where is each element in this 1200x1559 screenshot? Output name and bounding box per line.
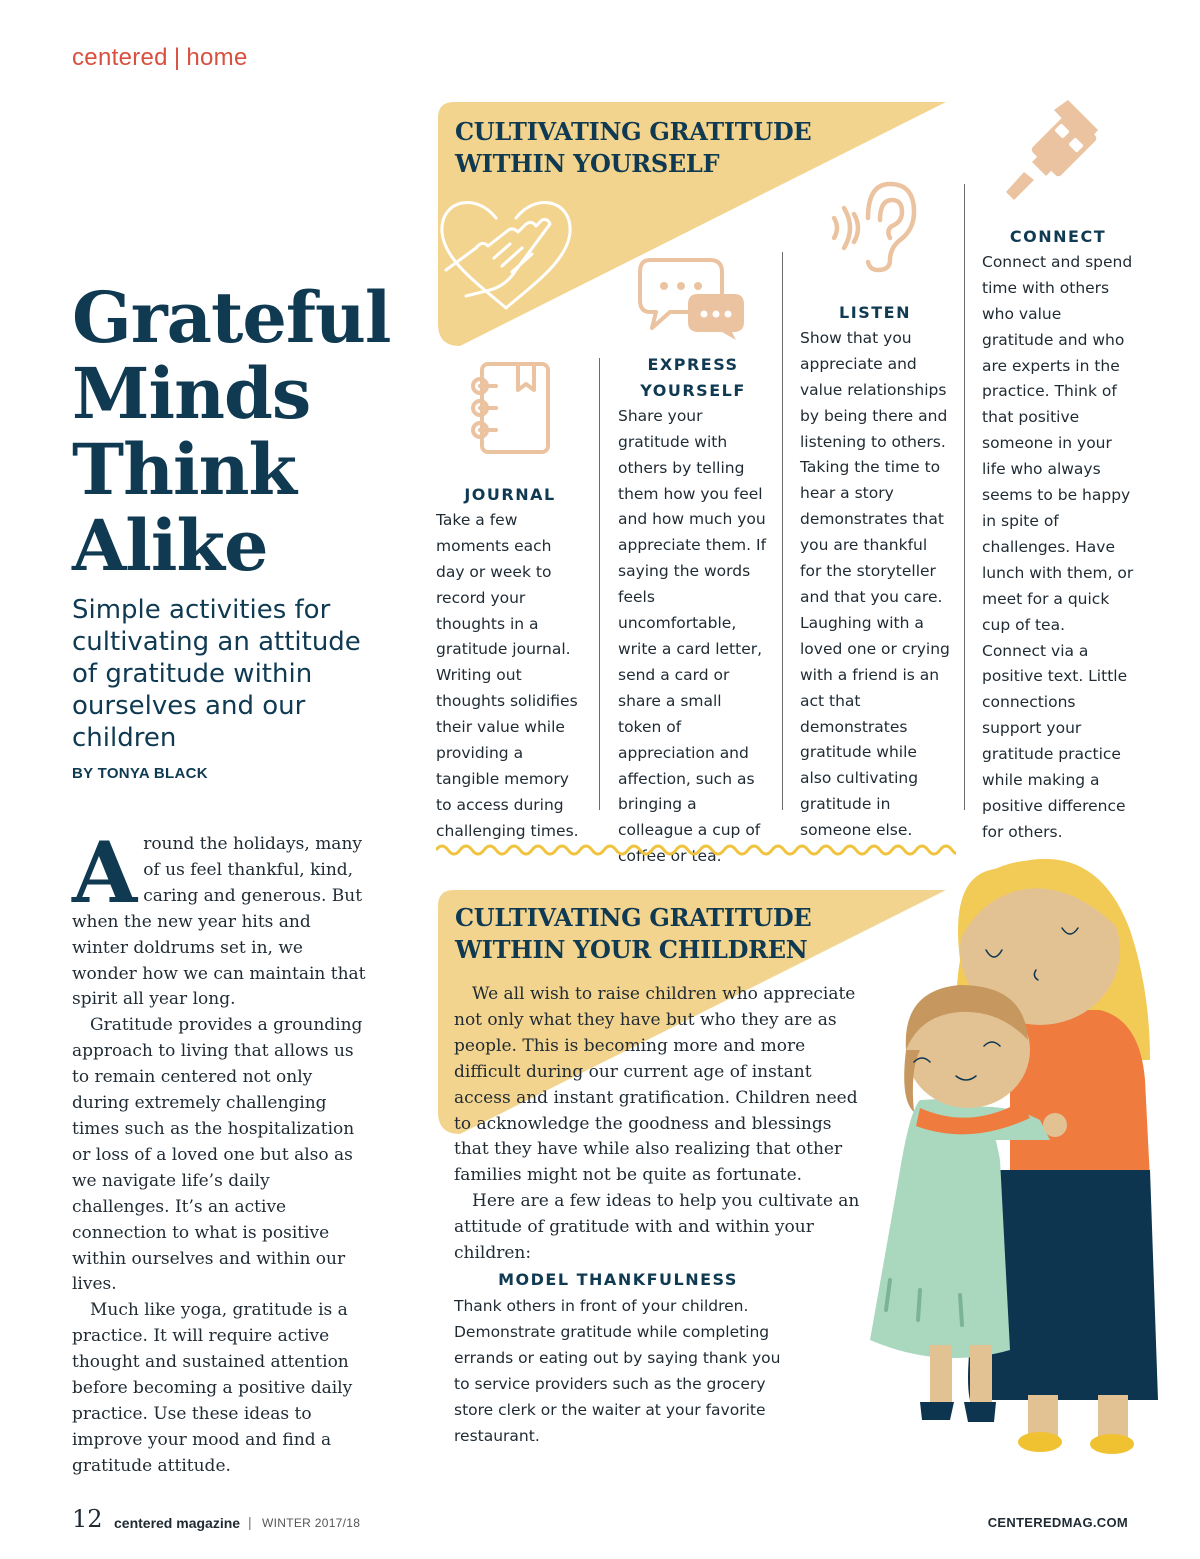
footer-separator: | <box>248 1514 252 1530</box>
children-paragraph: We all wish to raise children who appreciate not only what they have but who they are as people. This is becoming more and more difficult during our current age of instant access and instant gratification. Children need to acknowledge the goodness and blessings that they have while also realizing that other families might not be quite as fortunate. <box>454 984 858 1186</box>
title-line: Think <box>72 428 296 511</box>
model-thankfulness-heading: MODEL THANKFULNESS <box>498 1270 738 1289</box>
journal-body: Take a few moments each day or week to record your thoughts in a gratitude journal. Writing out thoughts solidifies their value while providing a tangible memory to access during challenging times. <box>436 510 579 840</box>
express-column <box>618 352 768 870</box>
issue-label: WINTER 2017/18 <box>262 1516 361 1530</box>
article-subtitle: Simple activities for cultivating an attitude of gratitude within ourselves and our children <box>72 595 361 753</box>
chat-bubbles-icon <box>636 254 748 340</box>
column-divider <box>599 358 600 810</box>
children-paragraph: Here are a few ideas to help you cultivate an attitude of gratitude with and within your children: <box>454 1191 860 1264</box>
notebook-icon <box>466 360 552 456</box>
listen-column <box>800 300 950 844</box>
intro-text <box>72 823 372 1480</box>
drop-cap: A <box>72 823 138 922</box>
ear-icon <box>828 178 918 274</box>
byline: BY TONYA BLACK <box>72 765 208 782</box>
journal-heading: JOURNAL <box>464 485 556 504</box>
section-name: centered <box>72 44 168 71</box>
banner-children-title <box>455 902 811 966</box>
column-divider <box>964 184 965 810</box>
subsection-name: home <box>186 44 248 71</box>
connect-heading: CONNECT <box>1009 227 1107 246</box>
article-title <box>72 276 412 587</box>
listen-body: Show that you appreciate and value relationships by being there and listening to others. Taking the time to hear a story demonstrates that you are thankful for the storyteller and that you care. Laughing with a loved one or crying with a friend is an act that demonstrates gratitude while also cultivating gratitude in someone else. <box>800 328 950 840</box>
column-divider <box>782 252 783 810</box>
intro-paragraph: Gratitude provides a grounding approach to living that allows us to remain centered not only during extremely challenging times such as the hospitalization or loss of a loved one but also as we navigate life’s daily challenges. It’s an active connection to what is positive within ourselves and within our lives. <box>72 1015 363 1295</box>
express-heading: YOURSELF <box>640 380 746 400</box>
express-heading: EXPRESS <box>647 355 739 374</box>
connect-body: Connect and spend time with others who value gratitude and who are experts in the practice. Think of that positive someone in your life who always seems to be happy in spite of challenges. Have lunch with them, or meet for a quick cup of tea. Connect via a positive text. Little connections support your gratitude practice while making a positive difference for others. <box>982 252 1134 841</box>
website-link[interactable]: CENTEREDMAG.COM <box>987 1515 1128 1530</box>
intro-paragraph <box>72 823 372 1013</box>
page-number: 12 <box>72 1505 103 1533</box>
journal-column <box>436 482 584 845</box>
title-line: Alike <box>72 504 268 587</box>
connect-column <box>982 224 1134 846</box>
banner-title-line: WITHIN YOUR CHILDREN <box>455 935 808 964</box>
mother-child-illustration <box>850 840 1160 1470</box>
section-label <box>72 44 248 72</box>
section-separator: | <box>173 44 181 71</box>
plug-icon <box>1006 100 1102 200</box>
title-line: Grateful <box>72 276 391 359</box>
children-text <box>454 982 864 1267</box>
intro-paragraph: Much like yoga, gratitude is a practice. It will require active thought and sustained attention before becoming a positive daily practice. Use these ideas to improve your mood and find a gratitude attitude. <box>72 1300 353 1476</box>
banner-yourself-title <box>455 116 811 180</box>
banner-title-line: CULTIVATING GRATITUDE <box>455 117 812 146</box>
banner-title-line: CULTIVATING GRATITUDE <box>455 903 812 932</box>
model-thankfulness-body: Thank others in front of your children. Demonstrate gratitude while completing errands or eating out by saying thank you to service providers such as the grocery store clerk or the waiter at your favorite restaurant. <box>454 1297 781 1445</box>
title-line: Minds <box>72 352 311 435</box>
intro-paragraph-text: round the holidays, many of us feel thankful, kind, caring and generous. But when the new year hits and winter doldrums set in, we wonder how we can maintain that spirit all year long. <box>72 834 366 1010</box>
banner-title-line: WITHIN YOURSELF <box>455 149 720 178</box>
express-body: Share your gratitude with others by telling them how you feel and how much you appreciate them. If saying the words feels uncomfortable, write a card letter, send a card or share a small token of appreciation and affection, such as bringing a colleague a cup of coffee or tea. <box>618 406 767 866</box>
listen-heading: LISTEN <box>839 303 911 322</box>
magazine-name: centered magazine <box>114 1515 241 1531</box>
